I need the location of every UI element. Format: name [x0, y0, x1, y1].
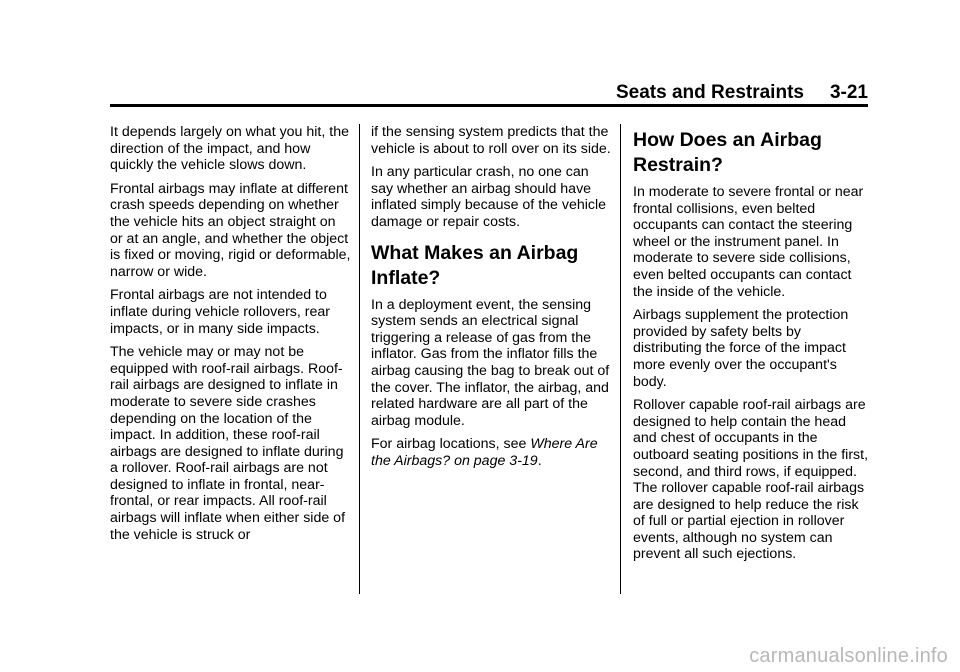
text-column-3 — [633, 124, 873, 570]
paragraph: Rollover capable roof-rail airbags are designed to help contain the head and chest of occupants in the outboard seating positions in the first, second, and third rows, if equipped. The rollover capable roof-rail airbags are designed to help reduce the risk of full or partial ejection in rollover events, although no system can prevent all such ejections. — [633, 397, 869, 563]
page-number: 3-21 — [829, 82, 868, 103]
cross-reference — [371, 436, 611, 469]
paragraph: In moderate to severe frontal or near frontal collisions, even belted occupants can contact the steering wheel or the instrument panel. In moderate to severe side collisions, even belted occupants can contact the inside of the vehicle. — [633, 184, 864, 300]
text-column-1 — [110, 124, 352, 550]
paragraph: Frontal airbags are not intended to inflate during vehicle rollovers, rear impacts, or in many side impacts. — [110, 287, 331, 337]
paragraph: In a deployment event, the sensing system sends an electrical signal triggering a release of gas from the inflator. Gas from the inflator fills the airbag causing the bag to break out of the cover. The inflator, the airbag, and related hardware are all part of the airbag module. — [371, 296, 610, 429]
column-divider — [359, 124, 360, 594]
paragraph: The vehicle may or may not be equipped with roof-rail airbags. Roof-rail airbags are designed to inflate in moderate to severe side crashes depending on the location of the impact. In addition, these roof-rail airbags are designed to inflate during a rollover. Roof-rail airbags are not designed to inflate in frontal, near-frontal, or rear impacts. All roof-rail airbags will inflate when either side of the vehicle is struck or — [110, 344, 346, 543]
paragraph: In any particular crash, no one can say whether an airbag should have inflated simply because of the vehicle damage or repair costs. — [371, 164, 607, 230]
paragraph: Airbags supplement the protection provided by safety belts by distributing the force of the impact more evenly over the occupant's body. — [633, 307, 849, 390]
reference-end: . — [537, 452, 542, 469]
paragraph: Frontal airbags may inflate at different crash speeds depending on whether the vehicle hits an object straight on or at an angle, and whether the object is fixed or moving, rigid or deformable, narrow or wide. — [110, 180, 351, 280]
paragraph: It depends largely on what you hit, the direction of the impact, and how quickly the vehicle slows down. — [110, 124, 349, 174]
page-header — [616, 82, 868, 104]
reference-intro: For airbag locations, see — [371, 436, 531, 453]
paragraph: if the sensing system predicts that the vehicle is about to roll over on its side. — [371, 124, 611, 157]
reference-link[interactable]: Where Are the Airbags? on page 3-19 — [371, 436, 598, 469]
text-column-2 — [371, 124, 611, 477]
column-divider — [620, 124, 621, 594]
header-rule — [110, 104, 868, 107]
section-heading: What Makes an Airbag Inflate? — [371, 241, 579, 289]
watermark: carmanualsonline.info — [749, 645, 948, 667]
section-heading: How Does an Airbag Restrain? — [633, 129, 822, 176]
section-title: Seats and Restraints — [616, 82, 804, 103]
